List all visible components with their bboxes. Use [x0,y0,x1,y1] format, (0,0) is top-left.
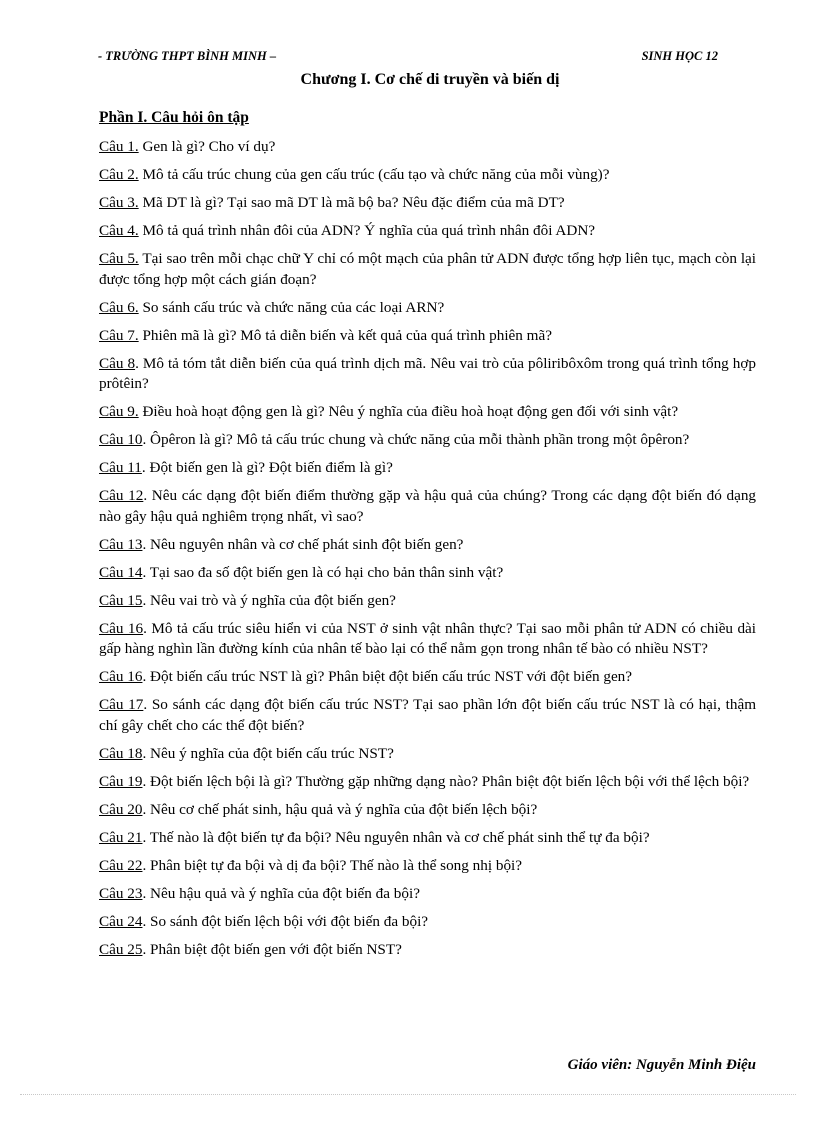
question-separator: . [142,563,150,581]
question-text: Tại sao đa số đột biến gen là có hại cho bản thân sinh vật? [149,563,504,581]
question-text: Phân biệt tự đa bội và dị đa bội? Thế nào là thể song nhị bội? [150,856,522,874]
question-text: Ôpêron là gì? Mô tả cấu trúc chung và chức năng của mỗi thành phần trong một ôpêron? [150,431,690,448]
question-text: Tại sao trên mỗi chạc chữ Y chỉ có một mạch của phân tử ADN được tổng hợp liên tục, mạch còn lại được tổng hợp một cách gián đoạn? [99,250,756,288]
question-text: Đột biến gen là gì? Đột biến điểm là gì? [149,459,393,476]
question-text: Nêu các dạng đột biến điểm thường gặp và hậu quả của chúng? Trong các dạng đột biến đó dạng nào gây hậu quả nghiêm trọng nhất, vì sao? [99,487,757,525]
question-number: Câu 14 [99,563,143,581]
question-text: Mô tả cấu trúc chung của gen cấu trúc (cấu tạo và chức năng của mỗi vùng)? [142,166,610,183]
question-item [99,298,756,319]
question-item [99,326,756,347]
question-item [99,828,756,849]
question-separator: . [142,856,151,874]
question-text: So sánh các dạng đột biến cấu trúc NST? Tại sao phần lớn đột biến cấu trúc NST là có hại, thậm chí gây chết cho các thể đột biến? [99,696,757,734]
question-number: Câu 1. [99,138,139,155]
question-number: Câu 18 [99,744,143,762]
question-text: Đột biến cấu trúc NST là gì? Phân biệt đột biến cấu trúc NST với đột biến gen? [150,668,633,685]
question-separator: . [142,591,151,609]
section-heading: Phần I. Câu hỏi ôn tập [99,109,249,126]
question-separator: . [142,800,151,818]
question-text: Nêu vai trò và ý nghĩa của đột biến gen? [150,591,396,609]
question-number: Câu 16 [99,619,144,637]
question-item [99,165,756,186]
question-item [99,884,756,905]
question-number: Câu 19 [99,772,143,790]
question-number: Câu 9. [99,403,139,420]
question-text: Mô tả cấu trúc siêu hiển vi của NST ở sinh vật nhân thực? Tại sao mỗi phân tử ADN có chiều dài gấp hàng nghìn lần đường kính của nhân tế bào lại có thể nằm gọn trong nhân tế bào có nhiều NST? [99,619,757,657]
question-item [99,458,756,479]
question-text: Phân biệt đột biến gen với đột biến NST? [150,940,402,958]
question-number: Câu 16 [99,668,143,685]
question-item [99,940,756,961]
question-list [99,137,756,968]
question-number: Câu 7. [99,326,139,344]
question-separator: . [142,772,151,790]
question-item [99,249,756,290]
question-number: Câu 10 [99,431,143,448]
question-number: Câu 4. [99,222,139,239]
chapter-title: Chương I. Cơ chế di truyền và biến dị [300,71,560,88]
question-item [99,221,756,242]
question-text: Điều hoà hoạt động gen là gì? Nêu ý nghĩa của điều hoà hoạt động gen đối với sinh vật? [142,403,679,420]
question-item [99,772,756,793]
question-item [99,137,756,158]
page-header [98,49,718,65]
question-number: Câu 21 [99,828,143,846]
question-separator: . [141,459,150,476]
question-item [99,856,756,877]
question-item [99,695,756,736]
question-number: Câu 5. [99,250,139,267]
question-number: Câu 25 [99,940,143,958]
question-item [99,667,756,688]
question-text: Phiên mã là gì? Mô tả diễn biến và kết quả của quá trình phiên mã? [142,326,552,344]
question-number: Câu 23 [99,884,143,902]
question-separator: . [142,912,151,930]
question-text: Nêu nguyên nhân và cơ chế phát sinh đột biến gen? [150,535,464,553]
question-separator: . [135,354,143,372]
question-separator: . [142,828,150,846]
question-text: Nêu hậu quả và ý nghĩa của đột biến đa bội? [150,884,420,902]
question-item [99,535,756,556]
question-number: Câu 24 [99,912,143,930]
question-item [99,744,756,765]
question-separator: . [142,535,151,553]
question-item [99,619,756,660]
subject-name: SINH HỌC 12 [641,49,718,63]
question-item [99,591,756,612]
question-text: Đột biến lệch bội là gì? Thường gặp những dạng nào? Phân biệt đột biến lệch bội với thể lệch bội? [150,772,750,790]
question-separator: . [143,619,152,637]
question-text: Gen là gì? Cho ví dụ? [142,138,276,155]
question-text: Mã DT là gì? Tại sao mã DT là mã bộ ba? Nêu đặc điểm của mã DT? [142,194,565,211]
question-item [99,402,756,423]
question-number: Câu 6. [99,298,139,316]
question-separator: . [142,884,151,902]
question-separator: . [143,487,152,504]
page-bottom-divider [20,1094,796,1095]
teacher-signature: Giáo viên: Nguyễn Minh Điệu [567,1057,756,1073]
question-number: Câu 2. [99,166,139,183]
question-item [99,430,756,451]
question-text: So sánh đột biến lệch bội với đột biến đa bội? [150,912,429,930]
question-number: Câu 11 [99,459,142,476]
question-separator: . [142,668,151,685]
question-item [99,486,756,527]
question-text: Mô tả tóm tắt diễn biến của quá trình dịch mã. Nêu vai trò của pôliribôxôm trong quá trình tổng hợp prôtêin? [99,354,756,392]
question-item [99,800,756,821]
question-number: Câu 8 [99,354,136,372]
question-number: Câu 15 [99,591,143,609]
question-item [99,912,756,933]
question-separator: . [143,696,152,713]
question-separator: . [142,431,151,448]
question-text: Nêu cơ chế phát sinh, hậu quả và ý nghĩa của đột biến lệch bội? [150,800,538,818]
question-separator: . [142,940,151,958]
question-number: Câu 12 [99,487,144,504]
question-text: Thế nào là đột biến tự đa bội? Nêu nguyên nhân và cơ chế phát sinh thể tự đa bội? [149,828,650,846]
question-number: Câu 17 [99,696,144,713]
question-item [99,193,756,214]
school-name: - TRƯỜNG THPT BÌNH MINH – [98,49,277,63]
question-number: Câu 13 [99,535,143,553]
question-text: Mô tả quá trình nhân đôi của ADN? Ý nghĩa của quá trình nhân đôi ADN? [142,222,596,239]
question-number: Câu 3. [99,194,139,211]
question-number: Câu 22 [99,856,143,874]
question-item [99,354,756,395]
question-text: Nêu ý nghĩa của đột biến cấu trúc NST? [150,744,394,762]
question-item [99,563,756,584]
question-separator: . [142,744,151,762]
question-text: So sánh cấu trúc và chức năng của các loại ARN? [142,298,445,316]
question-number: Câu 20 [99,800,143,818]
